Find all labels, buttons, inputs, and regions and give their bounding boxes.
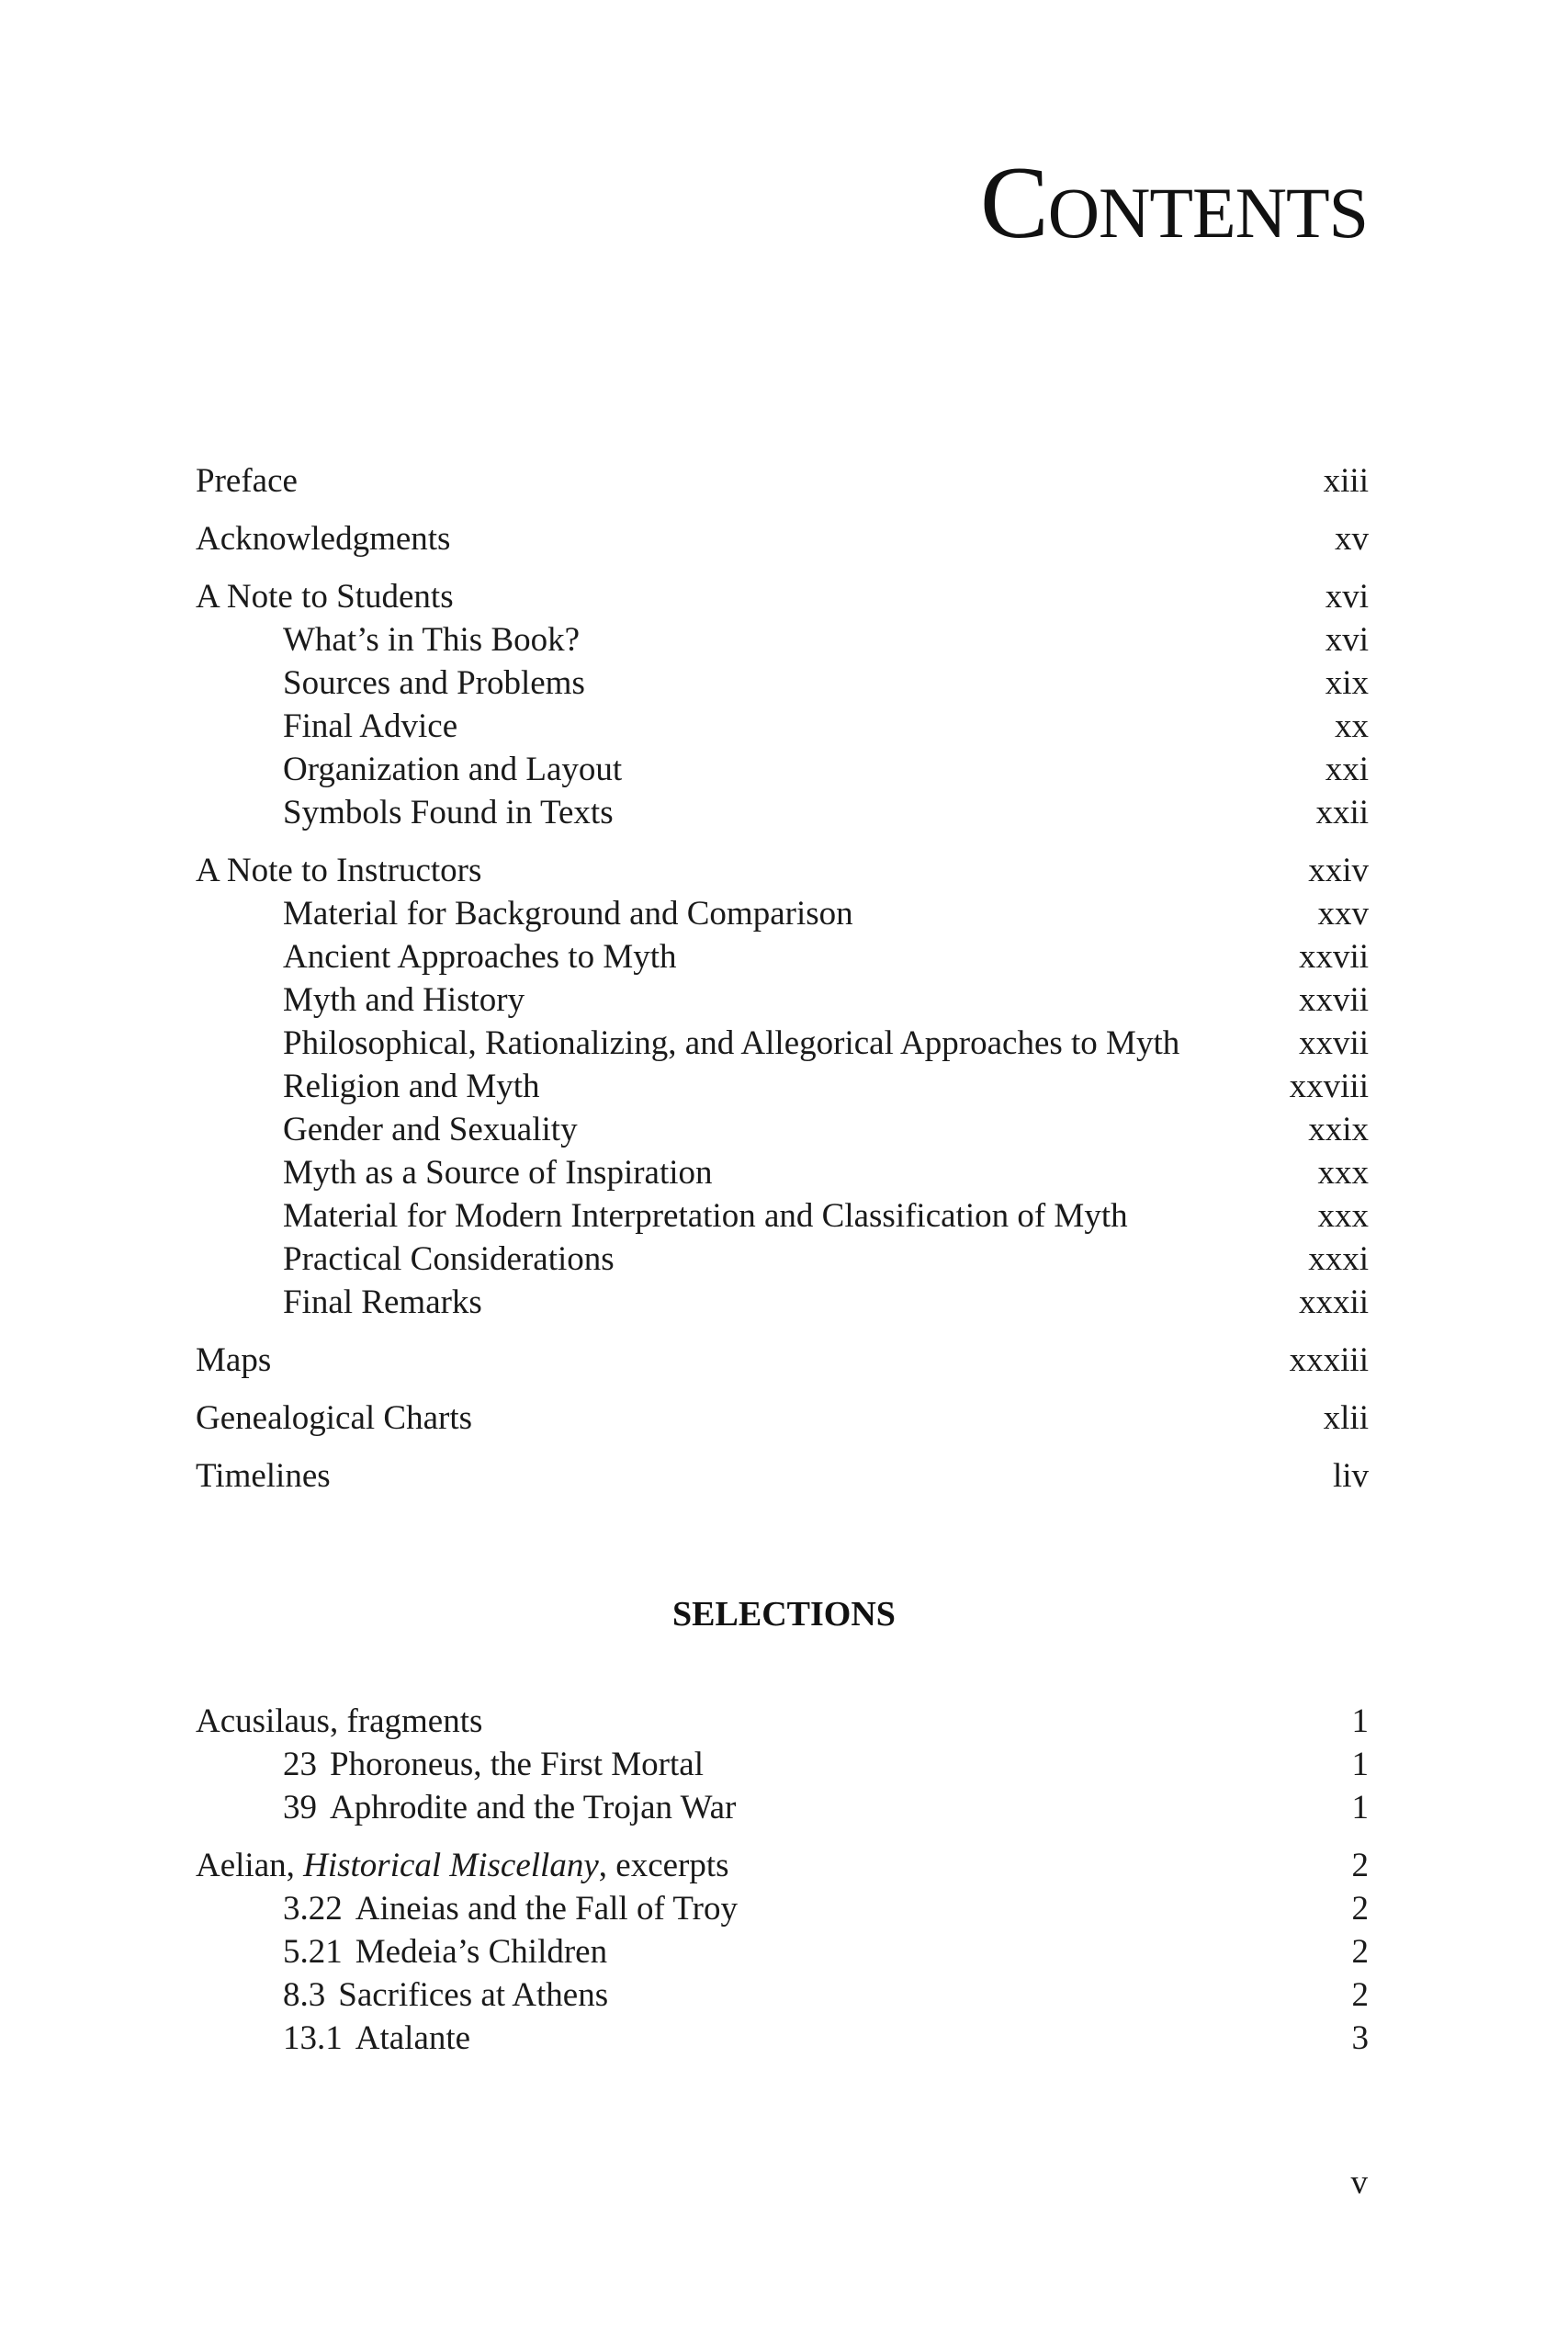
fragment-title: Phoroneus, the First Mortal [330, 1746, 704, 1783]
entry-page-number: xxxii [1298, 1283, 1369, 1321]
toc-subentry [196, 2017, 1369, 2060]
entry-page-number: 2 [1351, 1847, 1369, 1884]
toc-subentry [196, 705, 1369, 748]
page-title: Contents [979, 146, 1368, 260]
toc-entry [196, 517, 1369, 560]
toc-subentry [196, 1194, 1369, 1238]
entry-page-number: xxix [1308, 1111, 1369, 1148]
entry-page-number: xxxiii [1289, 1341, 1369, 1379]
entry-title: Final Remarks [283, 1283, 482, 1321]
toc-subentry [196, 1786, 1369, 1829]
entry-page-number: 2 [1351, 1933, 1369, 1971]
toc-subentry [196, 1743, 1369, 1786]
entry-page-number: xvi [1325, 578, 1369, 616]
entry-page-number: xxviii [1289, 1068, 1369, 1105]
entry-page-number: xxx [1317, 1154, 1369, 1192]
entry-page-number: xxxi [1308, 1240, 1369, 1278]
toc-subentry [196, 1887, 1369, 1930]
entry-title: Final Advice [283, 707, 458, 745]
toc-group [196, 1700, 1369, 1829]
fragment-number: 8.3 [283, 1976, 326, 2014]
entry-title: Ancient Approaches to Myth [283, 938, 677, 976]
fragment-number: 3.22 [283, 1890, 343, 1928]
entry-page-number: xiii [1323, 462, 1369, 500]
toc-group [196, 1844, 1369, 2060]
toc-group [196, 1454, 1369, 1498]
toc-group [196, 849, 1369, 1324]
toc-subentry [196, 1973, 1369, 2017]
entry-page-number: xx [1335, 707, 1369, 745]
entry-page-number: xxii [1315, 794, 1369, 831]
entry-title: What’s in This Book? [283, 621, 581, 659]
entry-page-number: xxvii [1298, 981, 1369, 1019]
entry-title [196, 1887, 1352, 1930]
toc-group [196, 517, 1369, 560]
entry-title: Symbols Found in Texts [283, 794, 614, 831]
entry-title: Maps [196, 1341, 272, 1379]
toc-entry [196, 1396, 1369, 1440]
entry-title [196, 1844, 1352, 1887]
author-name: Acusilaus [196, 1702, 330, 1740]
toc-subentry [196, 1151, 1369, 1194]
toc-entry [196, 575, 1369, 618]
entry-page-number: 3 [1351, 2019, 1369, 2057]
fragment-number: 23 [283, 1746, 317, 1783]
entry-page-number: 1 [1351, 1789, 1369, 1826]
fragment-number: 39 [283, 1789, 317, 1826]
toc-subentry [196, 1281, 1369, 1324]
entry-title: Gender and Sexuality [283, 1111, 578, 1148]
entry-title: Sources and Problems [283, 664, 585, 702]
entry-page-number: xxx [1317, 1197, 1369, 1235]
toc-subentry [196, 1238, 1369, 1281]
toc-subentry [196, 1022, 1369, 1065]
entry-title [196, 2017, 1352, 2060]
fragment-number: 13.1 [283, 2019, 343, 2057]
entry-page-number: xxv [1317, 895, 1369, 933]
toc-entry [196, 849, 1369, 892]
entry-title [196, 1930, 1352, 1973]
entry-page-number: xvi [1325, 621, 1369, 659]
entry-title [196, 1786, 1352, 1829]
fragment-title: Medeia’s Children [355, 1933, 608, 1971]
toc-group [196, 459, 1369, 503]
fragment-title: Aineias and the Fall of Troy [355, 1890, 738, 1928]
toc-group [196, 575, 1369, 834]
entry-title: A Note to Instructors [196, 852, 482, 889]
toc-subentry [196, 978, 1369, 1022]
entry-title [196, 1973, 1352, 2017]
entry-title: Genealogical Charts [196, 1399, 473, 1437]
toc-subentry [196, 935, 1369, 978]
toc-group [196, 1396, 1369, 1440]
work-title: Historical Miscellany [303, 1847, 599, 1884]
entry-page-number: 1 [1351, 1702, 1369, 1740]
entry-page-number: 2 [1351, 1976, 1369, 2014]
entry-page-number: xix [1325, 664, 1369, 702]
entry-title: Timelines [196, 1457, 331, 1495]
entry-title: Philosophical, Rationalizing, and Allegorical Approaches to Myth [283, 1024, 1180, 1062]
entry-page-number: xv [1335, 520, 1369, 558]
toc-entry [196, 1700, 1369, 1743]
toc-group [196, 1339, 1369, 1382]
toc-front-matter [196, 459, 1369, 1512]
toc-entry [196, 1454, 1369, 1498]
entry-page-number: liv [1332, 1457, 1369, 1495]
entry-suffix: , excerpts [598, 1847, 729, 1884]
toc-entry [196, 1339, 1369, 1382]
entry-title: Material for Background and Comparison [283, 895, 853, 933]
selections-heading: SELECTIONS [672, 1595, 896, 1634]
toc-subentry [196, 748, 1369, 791]
entry-title: Preface [196, 462, 298, 500]
entry-page-number: xxi [1325, 751, 1369, 788]
toc-entry [196, 459, 1369, 503]
entry-page-number: xxiv [1308, 852, 1369, 889]
entry-title: Acknowledgments [196, 520, 451, 558]
toc-selections [196, 1700, 1369, 2075]
entry-title: A Note to Students [196, 578, 454, 616]
author-name: Aelian, [196, 1847, 304, 1884]
entry-title: Organization and Layout [283, 751, 623, 788]
fragment-title: Sacrifices at Athens [338, 1976, 609, 2014]
entry-title: Material for Modern Interpretation and Classification of Myth [283, 1197, 1128, 1235]
entry-page-number: 1 [1351, 1746, 1369, 1783]
fragment-title: Atalante [355, 2019, 471, 2057]
toc-entry [196, 1844, 1369, 1887]
toc-subentry [196, 791, 1369, 834]
entry-title: Myth and History [283, 981, 525, 1019]
entry-page-number: xxvii [1298, 1024, 1369, 1062]
toc-subentry [196, 1065, 1369, 1108]
fragment-title: Aphrodite and the Trojan War [330, 1789, 737, 1826]
toc-subentry [196, 618, 1369, 662]
entry-page-number: xlii [1323, 1399, 1369, 1437]
entry-title: Religion and Myth [283, 1068, 540, 1105]
entry-title [196, 1743, 1352, 1786]
entry-title: Practical Considerations [283, 1240, 615, 1278]
page-number: v [1350, 2164, 1368, 2201]
toc-subentry [196, 662, 1369, 705]
toc-subentry [196, 1930, 1369, 1973]
entry-page-number: 2 [1351, 1890, 1369, 1928]
entry-title [196, 1700, 1352, 1743]
toc-subentry [196, 1108, 1369, 1151]
entry-title: Myth as a Source of Inspiration [283, 1154, 713, 1192]
fragment-number: 5.21 [283, 1933, 343, 1971]
toc-subentry [196, 892, 1369, 935]
entry-suffix: , fragments [329, 1702, 483, 1740]
entry-page-number: xxvii [1298, 938, 1369, 976]
